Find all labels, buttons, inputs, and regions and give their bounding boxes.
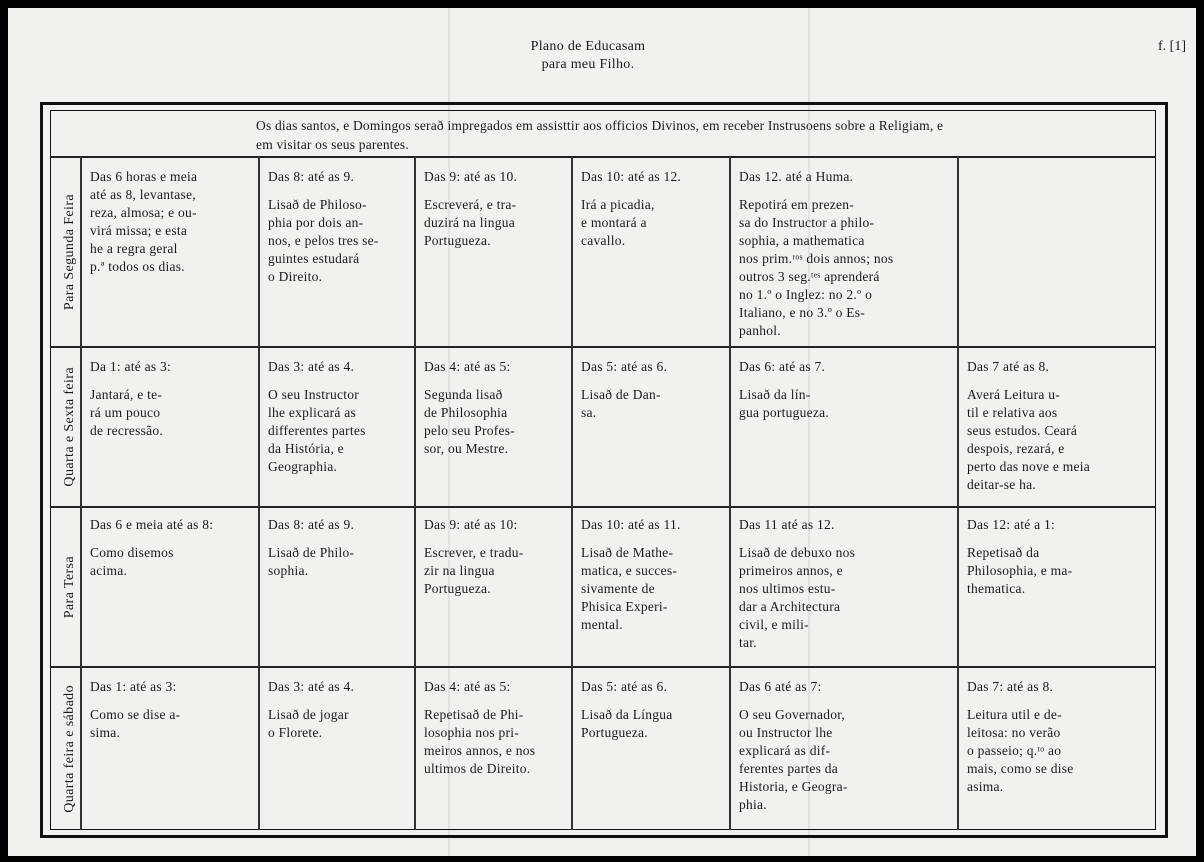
row-divider <box>50 156 1156 158</box>
column-divider <box>729 156 731 830</box>
day-label-segunda: Para Segunda Feira <box>62 193 77 311</box>
document-page <box>8 8 1196 856</box>
column-divider <box>258 156 260 830</box>
schedule-cell: Das 9: até as 10: Escrever, e tradu- zir na lingua Portugueza. <box>424 517 524 596</box>
row-divider <box>50 666 1156 668</box>
schedule-cell: Das 3: até as 4. O seu Instructor lhe explicará as differentes partes da História, e Geographia. <box>268 359 366 474</box>
schedule-cell: Das 6: até as 7. Lisað da lín- gua portugueza. <box>739 359 829 420</box>
title-line-1: Plano de Educasam <box>530 39 646 54</box>
schedule-cell: Das 6 horas e meia até as 8, levantase, reza, almosa; e ou- virá missa; e esta he a regra geral p.ª todos os dias. <box>90 169 198 274</box>
column-divider <box>414 156 416 830</box>
schedule-cell: Das 7: até as 8. Leitura util e de- leitosa: no verão o passeio; q.ᵗᵒ ao mais, como se dise asima. <box>967 679 1074 794</box>
day-label-quarta-sexta: Quarta e Sexta feira <box>62 367 77 487</box>
schedule-cell: Das 11 até as 12. Lisað de debuxo nos primeiros annos, e nos ultimos estu- dar a Architectura civil, e mili- tar. <box>739 517 856 650</box>
schedule-cell: Das 4: até as 5: Segunda lisað de Philosophia pelo seu Profes- sor, ou Mestre. <box>424 359 515 456</box>
sundays-note: Os dias santos, e Domingos serað impregados em assisttir aos officios Divinos, em receber Instrusoens sobre a Religiam, e em visitar os seus parentes. <box>256 118 944 152</box>
schedule-cell: Da 1: até as 3: Jantará, e te- rá um pouco de recressão. <box>90 359 171 438</box>
schedule-cell: Das 10: até as 11. Lisað de Mathe- matica, e succes- sivamente de Phisica Experi- mental. <box>581 517 681 632</box>
row-divider <box>50 346 1156 348</box>
folio-number: f. [1] <box>1158 39 1186 54</box>
schedule-cell <box>967 168 1147 178</box>
schedule-cell: Das 9: até as 10. Escreverá, e tra- duzirá na lingua Portugueza. <box>424 169 518 248</box>
schedule-cell: Das 8: até as 9. Lisað de Philoso- phia por dois an- nos, e pelos tres se- guintes estudará o Direito. <box>268 169 379 284</box>
schedule-cell: Das 5: até as 6. Lisað de Dan- sa. <box>581 359 668 420</box>
document-title <box>428 38 748 74</box>
day-label-tersa: Para Tersa <box>62 555 77 619</box>
schedule-cell: Das 1: até as 3: Como se dise a- sima. <box>90 679 181 740</box>
title-line-2: para meu Filho. <box>541 57 635 72</box>
schedule-cell: Das 6 e meia até as 8: Como disemos acima. <box>90 517 214 578</box>
schedule-cell: Das 4: até as 5: Repetisað de Phi- losophia nos pri- meiros annos, e nos ultimos de Direito. <box>424 679 536 776</box>
schedule-cell: Das 6 até as 7: O seu Governador, ou Instructor lhe explicará as dif- ferentes partes da Historia, e Geogra- phia. <box>739 679 848 812</box>
schedule-cell: Das 3: até as 4. Lisað de jogar o Florete. <box>268 679 355 740</box>
schedule-cell: Das 12. até a Huma. Repotirá em prezen- sa do Instructor a philo- sophia, a mathematica nos prim.ʳᵒˢ dois annos; nos outros 3 seg.ᵗᵉˢ aprenderá no 1.º o Inglez: no 2.º o Italiano, e no 3.º o Es- panhol. <box>739 169 894 338</box>
column-divider <box>571 156 573 830</box>
day-label-quarta-sabado: Quarta feira e sábado <box>62 685 77 813</box>
schedule-cell: Das 10: até as 12. Irá a picadia, e montará a cavallo. <box>581 169 682 248</box>
schedule-cell: Das 7 até as 8. Averá Leitura u- til e relativa aos seus estudos. Ceará despois, rezará, e perto das nove e meia deitar-se ha. <box>967 359 1090 492</box>
schedule-cell: Das 5: até as 6. Lisað da Língua Portugueza. <box>581 679 673 740</box>
schedule-cell: Das 8: até as 9. Lisað de Philo- sophia. <box>268 517 355 578</box>
column-divider <box>957 156 959 830</box>
schedule-cell: Das 12: até a 1: Repetisað da Philosophia, e ma- thematica. <box>967 517 1073 596</box>
row-divider <box>50 506 1156 508</box>
